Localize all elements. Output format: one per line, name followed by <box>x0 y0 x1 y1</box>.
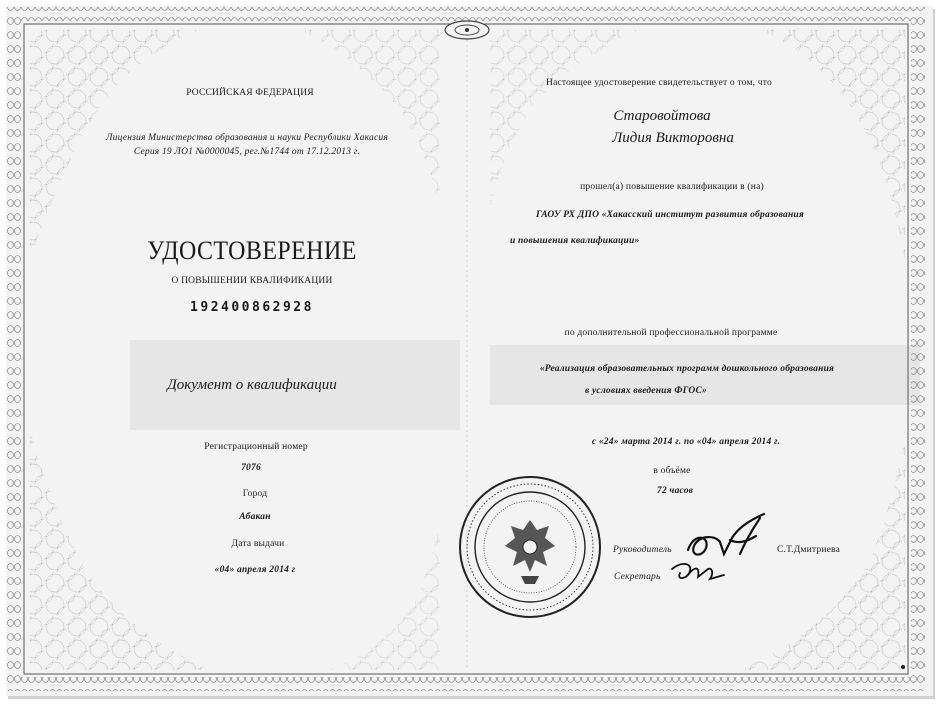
reg-number-value: 7076 <box>241 463 261 473</box>
passed-text: прошел(а) повышение квалификации в (на) <box>580 182 764 192</box>
program-label: по дополнительной профессиональной программе <box>564 328 778 338</box>
city-label: Город <box>242 489 268 499</box>
document-title: УДОСТОВЕРЕНИЕ <box>147 236 357 265</box>
secretary-signature-icon <box>668 555 728 587</box>
license-line-2: Серия 19 ЛО1 №0000045, рег.№1744 от 17.12.2013 г. <box>133 147 361 157</box>
document-number: 192400862928 <box>190 300 314 315</box>
volume-label: в объёме <box>653 466 691 476</box>
reg-number-label: Регистрационный номер <box>204 442 308 452</box>
program-line-2: в условиях введения ФГОС» <box>585 386 707 396</box>
study-period: с «24» марта 2014 г. по «04» апреля 2014 г. <box>591 437 781 447</box>
document-kind: Документ о квалификации <box>167 377 337 393</box>
issue-date-value: «04» апреля 2014 г <box>214 565 296 575</box>
institution-line-1: ГАОУ РХ ДПО «Хакасский институт развития образования <box>535 210 805 220</box>
scan-shade-right <box>490 345 920 405</box>
top-ornament-icon <box>445 21 489 39</box>
license-line-1: Лицензия Министерства образования и науки Республики Хакасия <box>106 133 388 143</box>
city-value: Абакан <box>239 512 271 522</box>
recipient-name: Лидия Викторовна <box>612 130 734 146</box>
recipient-surname: Старовойтова <box>613 108 711 124</box>
intro-text: Настоящее удостоверение свидетельствует о том, что <box>546 78 772 88</box>
program-line-1: «Реализация образовательных программ дошкольного образования <box>539 364 835 374</box>
institution-line-2: и повышения квалификации» <box>510 236 640 246</box>
head-name: С.Т.Дмитриева <box>777 545 841 555</box>
document-subtitle: О ПОВЫШЕНИИ КВАЛИФИКАЦИИ <box>171 276 333 286</box>
official-seal-icon <box>455 472 605 622</box>
volume-value: 72 часов <box>656 486 694 496</box>
issue-date-label: Дата выдачи <box>231 539 285 549</box>
country-label: РОССИЙСКАЯ ФЕДЕРАЦИЯ <box>186 88 314 98</box>
head-label: Руководитель <box>613 545 672 555</box>
secretary-label: Секретарь <box>614 572 661 582</box>
